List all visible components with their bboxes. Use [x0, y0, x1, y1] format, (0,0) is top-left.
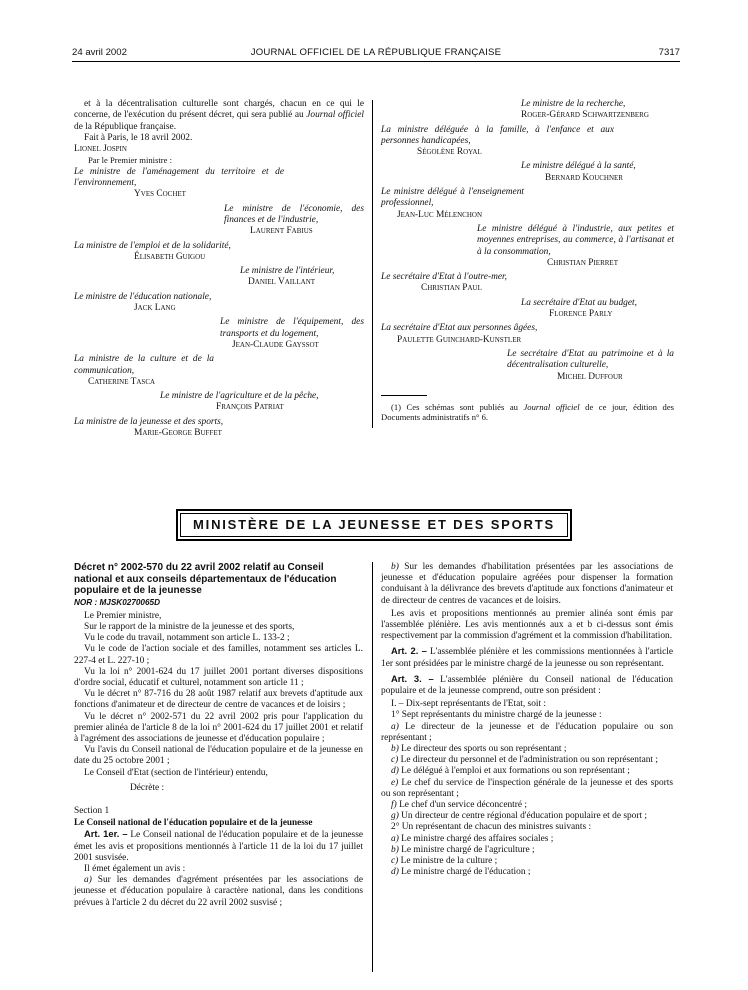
minister-block: Le ministre de l'agriculture et de la pêche, François Patriat — [160, 391, 319, 413]
minister-block: La ministre de la jeunesse et des sports, Marie-George Buffet — [74, 416, 224, 439]
article-3-sub-2: 2° Un représentant de chacun des ministres suivants : — [391, 822, 592, 833]
visa-line: Sur le rapport de la ministre de la jeunesse et des sports, — [84, 621, 295, 632]
minister-block: Le ministre délégué à la santé, Bernard Kouchner — [521, 161, 636, 183]
minister-block: Le ministre délégué à l'industrie, aux petites et moyennes entreprises, au commerce, à l'artisanat et à la consommation, Christian Pierret — [477, 223, 674, 268]
footnote: (1) Ces schémas sont publiés au Journal officiel de ce jour, édition des Documents administratifs n° 6. — [381, 401, 674, 422]
list-item: e) Le chef du service de l'inspection générale de la jeunesse et des sports ou son représentant ; — [381, 777, 674, 799]
footnote-rule — [381, 395, 427, 396]
list-item: f) Le chef d'un service déconcentré ; — [391, 800, 528, 811]
visa-line: Vu la loi n° 2001-624 du 17 juillet 2001 portant diverses dispositions d'ordre social, éducatif et culturel, notamment son article 11 ; — [74, 666, 363, 688]
minister-block: La ministre de la culture et de la communication, Catherine Tasca — [74, 354, 214, 387]
minister-block: Le ministre délégué à l'enseignement professionnel, Jean-Luc Mélenchon — [381, 187, 524, 220]
article-1-also: Il émet également un avis : — [84, 863, 186, 874]
top-right-column — [381, 99, 674, 422]
minister-block: La secrétaire d'Etat aux personnes âgées, Paulette Guinchard-Kunstler — [381, 323, 538, 345]
decree-right-column — [381, 562, 673, 878]
article-1-item-a: a) Sur les demandes d'agrément présentées par les associations de jeunesse et d'éducation populaire à caractère national, dans les conditions prévues à l'article 2 du décret du 22 avril 2002 susvisé ; — [74, 875, 363, 908]
top-column-divider — [372, 100, 373, 428]
minister-block: Le secrétaire d'Etat à l'outre-mer, Christian Paul — [381, 272, 507, 294]
minister-block: Le ministre de l'éducation nationale, Jack Lang — [74, 291, 212, 314]
visa-line: Vu le décret n° 87-716 du 28 août 1987 relatif aux brevets d'aptitude aux fonctions d'animateur et de directeur de centre de vacances et de loisirs ; — [74, 689, 363, 711]
par-line: Par le Premier ministre : — [88, 155, 173, 166]
minister-block: La ministre déléguée à la famille, à l'enfance et aux personnes handicapées, Ségolène Royal — [381, 124, 614, 158]
article-3-list-1 — [381, 722, 673, 823]
page-header — [72, 47, 680, 62]
article-1-item-b: b) Sur les demandes d'habilitation présentées par les associations de jeunesse et d'éducation populaire agréées pour dispenser la formation conduisant à la délivrance des brevets d'aptitude aux fonctions d'animateur et de directeur de centres de vacances et de loisirs. — [381, 562, 673, 606]
minister-block: Le ministre de la recherche, Roger-Gérard Schwartzenberg — [521, 99, 649, 121]
minister-block: La secrétaire d'Etat au budget, Florence Parly — [521, 297, 637, 320]
top-left-column — [74, 99, 364, 439]
list-item: a) Le ministre chargé des affaires sociales ; — [391, 833, 554, 844]
visa-line: Vu le code de l'action sociale et des familles, notamment ses articles L. 227-4 et L. 227-10 ; — [74, 644, 363, 666]
list-item: g) Un directeur de centre régional d'éducation populaire et de sport ; — [391, 811, 648, 822]
section-title: Le Conseil national de l'éducation populaire et de la jeunesse — [74, 817, 313, 828]
article-1-avis: Les avis et propositions mentionnés au premier alinéa sont émis par l'assemblée plénière. Les avis mentionnés aux a et b ci-dessus sont émis respectivement par la commission d'agrément et la commission d'habilitation. — [381, 608, 673, 642]
decree-visas — [74, 611, 363, 779]
header-journal-title: JOURNAL OFFICIEL DE LA RÉPUBLIQUE FRANÇAISE — [250, 47, 502, 58]
closing-paragraph: et à la décentralisation culturelle sont chargés, chacun en ce qui le concerne, de l'exécution du présent décret, qui sera publié au Journal officiel de la République française. — [74, 99, 364, 132]
header-date: 24 avril 2002 — [72, 47, 127, 58]
list-item: b) Le ministre chargé de l'agriculture ; — [391, 844, 535, 855]
header-page-number: 7317 — [658, 47, 680, 58]
article-3-part-I: I. – Dix-sept représentants de l'Etat, soit : — [391, 699, 547, 710]
article-2: Art. 2. – L'assemblée plénière et les commissions mentionnées à l'article 1er sont présidées par le ministre chargé de la jeunesse ou son représentant. — [381, 645, 674, 669]
visa-line: Le Conseil d'Etat (section de l'intérieur) entendu, — [84, 767, 268, 778]
list-item: d) Le ministre chargé de l'éducation ; — [391, 867, 531, 878]
article-1: Art. 1er. – Le Conseil national de l'éducation populaire et de la jeunesse émet les avis et propositions mentionnés à l'article 11 de la loi du 17 juillet 2001 susvisée. — [74, 828, 363, 863]
minister-block: Le secrétaire d'Etat au patrimoine et à la décentralisation culturelle, Michel Duffour — [507, 348, 674, 382]
decree-nor: NOR : MJSK0270065D — [74, 597, 161, 607]
visa-line: Vu le code du travail, notamment son article L. 133-2 ; — [84, 633, 290, 644]
list-item: d) Le délégué à l'emploi et aux formations ou son représentant ; — [391, 766, 630, 777]
minister-block: Le ministre de l'économie, des finances et de l'industrie, Laurent Fabius — [224, 203, 364, 237]
fait-line: Fait à Paris, le 18 avril 2002. — [84, 132, 193, 143]
minister-block: Le ministre de l'équipement, des transports et du logement, Jean-Claude Gayssot — [220, 317, 364, 350]
list-item: b) Le directeur des sports ou son représentant ; — [391, 744, 567, 755]
article-3-sub-1: 1° Sept représentants du ministre chargé de la jeunesse : — [391, 710, 602, 721]
bottom-column-divider — [372, 562, 373, 972]
decree-title: Décret n° 2002-570 du 22 avril 2002 relatif au Conseil national et aux conseils départementaux de l'éducation populaire et de la jeunesse — [74, 562, 337, 596]
list-item: c) Le ministre de la culture ; — [391, 856, 498, 867]
section-number: Section 1 — [74, 805, 110, 816]
list-item: c) Le directeur du personnel et de l'administration ou son représentant ; — [391, 755, 658, 766]
signer-name: Lionel Jospin — [74, 144, 127, 155]
article-3: Art. 3. – L'assemblée plénière du Conseil national de l'éducation populaire et de la jeunesse comprend, outre son président : — [381, 672, 673, 697]
visa-line: Le Premier ministre, — [84, 610, 162, 621]
signature-ministers — [74, 167, 364, 440]
ministry-banner — [176, 509, 572, 541]
decree-left-column — [74, 562, 363, 909]
minister-block: La ministre de l'emploi et de la solidarité, Élisabeth Guigou — [74, 240, 231, 262]
minister-block: Le ministre de l'aménagement du territoire et de l'environnement, Yves Cochet — [74, 166, 284, 200]
visa-line: Vu le décret n° 2002-571 du 22 avril 2002 pris pour l'application du premier alinéa de l'article 8 de la loi n° 2001-624 du 17 juillet 2001 et relatif à l'agrément des associations de jeunesse et d'éducation populaire ; — [74, 711, 363, 744]
decrete-line: Décrète : — [130, 782, 165, 793]
list-item: a) Le directeur de la jeunesse et de l'éducation populaire ou son représentant ; — [381, 721, 674, 743]
ministry-banner-text: MINISTÈRE DE LA JEUNESSE ET DES SPORTS — [180, 513, 568, 537]
minister-block: Le ministre de l'intérieur, Daniel Vaillant — [240, 266, 335, 288]
article-3-list-2 — [381, 834, 673, 879]
visa-line: Vu l'avis du Conseil national de l'éducation populaire et de la jeunesse en date du 25 octobre 2001 ; — [74, 745, 363, 767]
